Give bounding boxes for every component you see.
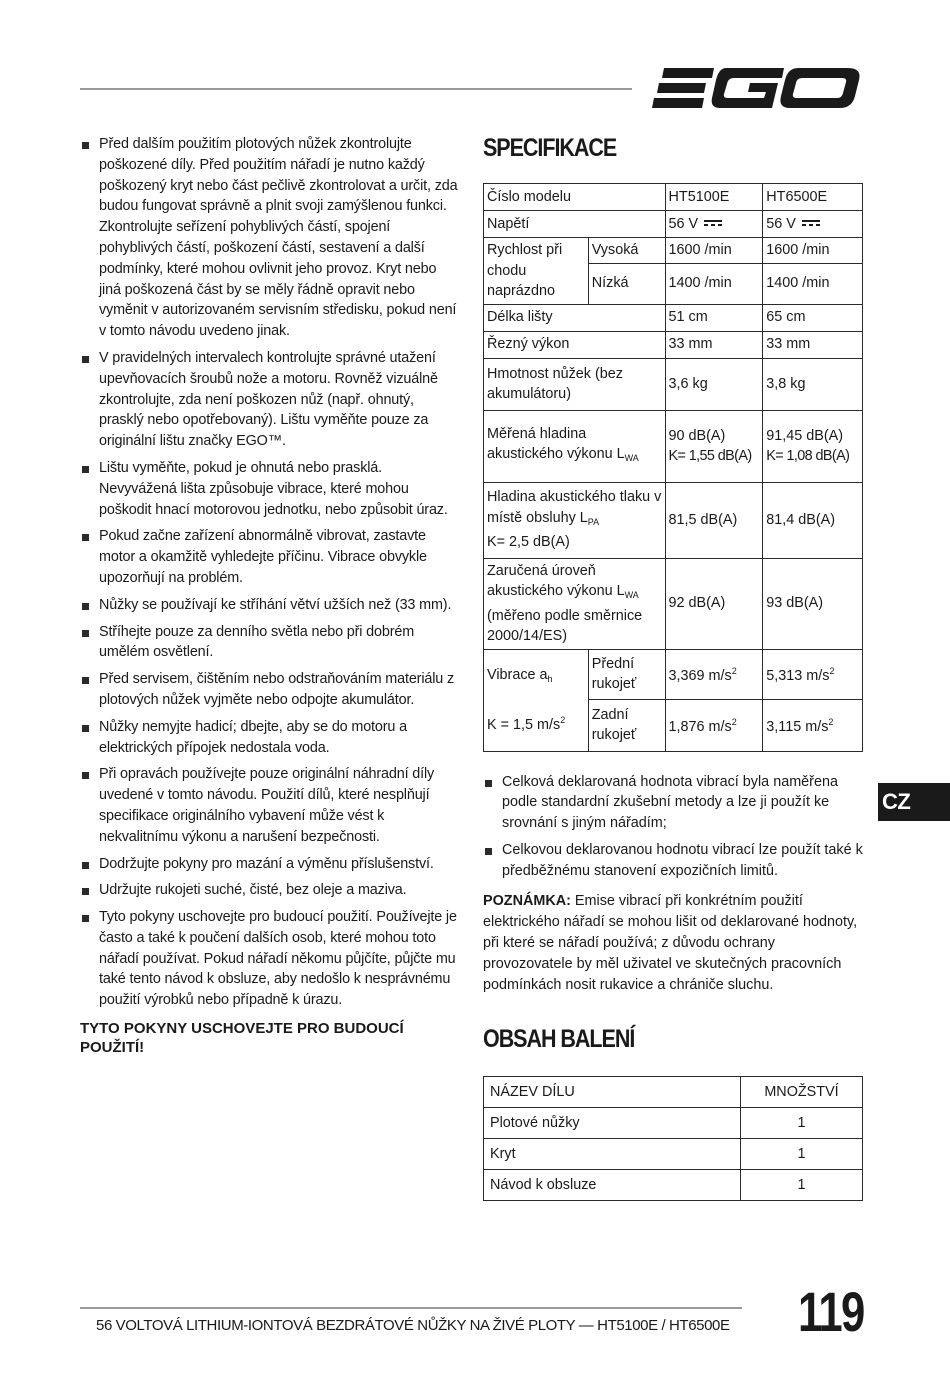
table-cell (665, 699, 763, 751)
list-item: Nůžky se používají ke stříhání větví užších než (33 mm). (80, 595, 460, 616)
column-header-part: NÁZEV DÍLU (484, 1077, 741, 1108)
table-cell: Návod k obsluze (484, 1170, 741, 1201)
dc-current-icon (704, 219, 722, 227)
table-cell: Přední rukojeť (588, 649, 665, 699)
table-cell: Vysoká (588, 238, 665, 264)
table-cell: 1600 /min (763, 238, 863, 264)
keep-instructions-note: TYTO POKYNY USCHOVEJTE PRO BUDOUCÍ POUŽITÍ! (80, 1020, 404, 1057)
lpa-label: Hladina akustického tlaku v místě obsluhy L (487, 489, 662, 526)
dc-current-icon (802, 219, 820, 227)
list-item: V pravidelných intervalech kontrolujte správné utažení upevňovacích šroubů nože a motoru. Rovněž vizuálně zkontrolujte, zda není poškozen nůž (např. ohnutý, prasklý nebo opotřebovaný). Lištu vyměňte pouze za originální lištu značky EGO™. (80, 348, 460, 452)
table-cell: 81,4 dB(A) (763, 482, 863, 558)
table-cell (484, 558, 666, 649)
table-cell: Nízká (588, 263, 665, 304)
list-item: Nůžky nemyjte hadicí; dbejte, aby se do motoru a elektrických přípojek nedostala voda. (80, 717, 460, 759)
vib-label: Vibrace a (487, 666, 548, 683)
table-cell: 33 mm (763, 331, 863, 358)
table-cell: 92 dB(A) (665, 558, 763, 649)
squared-superscript: 2 (731, 666, 737, 677)
table-row (484, 649, 863, 699)
list-item: Před servisem, čištěním nebo odstraňováním materiálu z plotových nůžek vyjměte nebo odpojte akumulátor. (80, 669, 460, 711)
table-row (484, 1108, 863, 1139)
table-cell: 33 mm (665, 331, 763, 358)
vib-subscript: h (547, 673, 553, 684)
table-cell (484, 410, 666, 482)
table-cell: 93 dB(A) (763, 558, 863, 649)
table-cell: 1 (741, 1170, 863, 1201)
safety-list (80, 134, 460, 1011)
list-item: Pokud začne zařízení abnormálně vibrovat, zastavte motor a okamžitě vyhledejte příčinu. Vibrace obvykle upozorňují na problém. (80, 526, 460, 588)
table-cell: 1 (741, 1108, 863, 1139)
spec-table (483, 183, 863, 752)
table-row (484, 331, 863, 358)
language-tab: CZ (878, 783, 950, 821)
table-cell: 3,8 kg (763, 358, 863, 410)
contents-title: OBSAH BALENÍ (483, 1025, 635, 1054)
voltage-value: 56 V (766, 215, 796, 232)
footer-rule (80, 1307, 742, 1309)
table-cell: HT6500E (763, 184, 863, 211)
list-item: Tyto pokyny uschovejte pro budoucí použití. Používejte je často a také k poučení dalších osob, které mohou toto nářadí používat. Pokud nářadí někomu půjčíte, půjčte mu také tento návod k obsluze, aby nedošlo k nesprávnému použití výrobků nebo případně k úrazu. (80, 907, 460, 1011)
table-row (484, 482, 863, 558)
list-item: Stříhejte pouze za denního světla nebo při dobrém umělém osvětlení. (80, 622, 460, 664)
table-cell: 81,5 dB(A) (665, 482, 763, 558)
table-row (484, 184, 863, 211)
table-cell (763, 410, 863, 482)
list-item: Udržujte rukojeti suché, čisté, bez oleje a maziva. (80, 880, 460, 901)
lwa-value: 90 dB(A) (668, 427, 726, 444)
header-rule (80, 88, 632, 90)
glwa-note: (měřeno podle směrnice 2000/14/ES) (487, 607, 643, 644)
footer-title: 56 VOLTOVÁ LITHIUM-IONTOVÁ BEZDRÁTOVÉ NŮŽKY NA ŽIVÉ PLOTY — HT5100E / HT6500E (96, 1317, 730, 1334)
table-cell: Rychlost při chodu naprázdno (484, 238, 589, 305)
table-cell: Napětí (484, 211, 666, 238)
glwa-label: Zaručená úroveň akustického výkonu L (487, 562, 625, 599)
table-cell (665, 649, 763, 699)
lwa-k-value: K= 1,08 dB(A) (766, 448, 850, 464)
vibration-notes-list (483, 772, 863, 882)
vib-k-value: K = 1,5 m/s (487, 716, 561, 733)
table-cell (665, 211, 763, 238)
voltage-value: 56 V (668, 215, 699, 232)
squared-superscript: 2 (828, 717, 834, 728)
note-label: POZNÁMKA: (483, 893, 571, 910)
ego-logo (652, 64, 862, 112)
squared-superscript: 2 (829, 666, 835, 677)
table-cell: Číslo modelu (484, 184, 666, 211)
note-text: Emise vibrací při konkrétním použití elektrického nářadí se mohou lišit od deklarované hodnoty, při které se nářadí používá; z důvodu ochrany provozovatele by měl uživatel ve skutečných pracovních podmínkách nosit rukavice a chrániče sluchu. (483, 893, 858, 993)
table-row (484, 358, 863, 410)
safety-instructions (80, 134, 460, 1057)
vib-value: 3,115 m/s (766, 719, 829, 736)
list-item: Před dalším použitím plotových nůžek zkontrolujte poškozené díly. Před použitím nářadí je nutno každý poškozený kryt nebo část pečlivě zkontrolovat a určit, zda budou fungovat správně a plnit svoji zamýšlenou funkci. Zkontrolujte seřízení pohyblivých částí, spojení pohyblivých částí, poškození částí, sestavení a další podmínky, které mohou ovlivnit jeho provoz. Kryt nebo jiná poškozená část by se měly řádně opravit nebo vyměnit v autorizovaném servisním středisku, pokud není v tomto návodu uvedeno jinak. (80, 134, 460, 342)
table-cell: 65 cm (763, 304, 863, 331)
table-row (484, 1077, 863, 1108)
table-cell: 1400 /min (763, 263, 863, 304)
table-cell (484, 482, 666, 558)
list-item: Lištu vyměňte, pokud je ohnutá nebo prasklá. Nevyvážená lišta způsobuje vibrace, které mohou poškodit hnací motorovou jednotku, nebo způsobit úraz. (80, 458, 460, 520)
table-cell (665, 410, 763, 482)
vib-value: 5,313 m/s (766, 668, 830, 685)
list-item: Celková deklarovaná hodnota vibrací byla naměřena podle standardní zkušební metody a lze ji použít ke srovnání s jiným nářadím; (483, 772, 863, 834)
table-cell (763, 699, 863, 751)
table-row (484, 304, 863, 331)
table-cell (484, 649, 589, 751)
vib-value: 1,876 m/s (668, 719, 732, 736)
table-row (484, 1170, 863, 1201)
column-header-qty: MNOŽSTVÍ (741, 1077, 863, 1108)
lwa-subscript: WA (624, 453, 639, 463)
page-number: 119 (798, 1280, 864, 1343)
table-cell: Délka lišty (484, 304, 666, 331)
table-cell: Řezný výkon (484, 331, 666, 358)
vib-value: 3,369 m/s (668, 668, 732, 685)
spec-title: SPECIFIKACE (483, 134, 617, 162)
vibration-note (483, 891, 863, 995)
list-item: Celkovou deklarovanou hodnotu vibrací lze použít také k předběžnému stanovení expozičních limitů. (483, 840, 863, 882)
table-cell: 1 (741, 1139, 863, 1170)
table-cell (763, 211, 863, 238)
table-cell: Zadní rukojeť (588, 699, 665, 751)
lwa-label: Měřená hladina akustického výkonu L (487, 425, 625, 462)
lpa-k-value: K= 2,5 dB(A) (487, 534, 570, 551)
list-item: Dodržujte pokyny pro mazání a výměnu příslušenství. (80, 854, 460, 875)
lwa-value: 91,45 dB(A) (766, 427, 844, 444)
table-row (484, 238, 863, 264)
table-row (484, 558, 863, 649)
contents-table (483, 1076, 863, 1201)
squared-superscript: 2 (560, 714, 566, 725)
table-cell: Kryt (484, 1139, 741, 1170)
table-cell: Hmotnost nůžek (bez akumulátoru) (484, 358, 666, 410)
table-cell (763, 649, 863, 699)
table-cell: 3,6 kg (665, 358, 763, 410)
list-item: Při opravách používejte pouze originální náhradní díly uvedené v tomto návodu. Použití dílů, které nesplňují specifikace originálního vybavení může vést k nekvalitnímu výkonu a narušení bezpečnosti. (80, 764, 460, 847)
specifications-column (483, 134, 863, 1201)
table-cell: 51 cm (665, 304, 763, 331)
lwa-k-value: K= 1,55 dB(A) (668, 448, 752, 464)
glwa-subscript: WA (624, 590, 639, 600)
table-row (484, 1139, 863, 1170)
squared-superscript: 2 (731, 717, 737, 728)
table-cell: Plotové nůžky (484, 1108, 741, 1139)
table-row (484, 410, 863, 482)
table-cell: HT5100E (665, 184, 763, 211)
table-row (484, 211, 863, 238)
table-cell: 1400 /min (665, 263, 763, 304)
lpa-subscript: PA (587, 516, 600, 527)
table-cell: 1600 /min (665, 238, 763, 264)
